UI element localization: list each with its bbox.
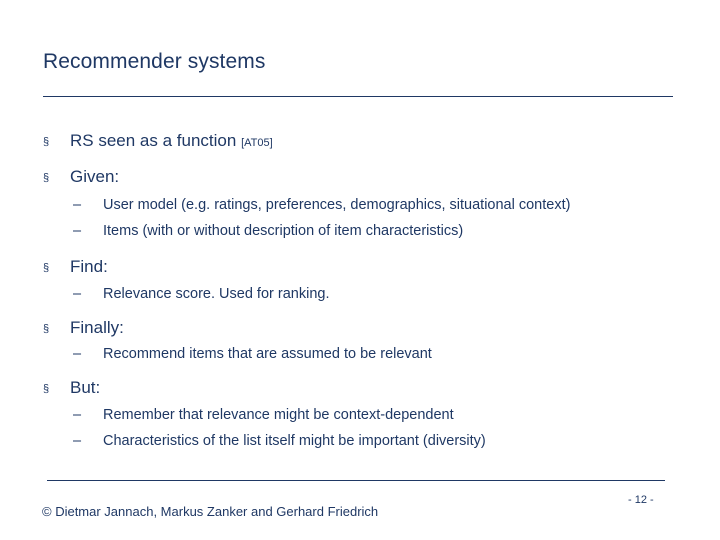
section-bullet-icon: § bbox=[43, 383, 50, 395]
dash-bullet-icon: – bbox=[73, 197, 82, 213]
dash-bullet-icon: – bbox=[73, 407, 82, 423]
section-bullet-icon: § bbox=[43, 136, 50, 148]
bullet-text: Given: bbox=[70, 167, 120, 186]
page-number: - 12 - bbox=[628, 494, 654, 506]
footer-divider bbox=[47, 480, 665, 481]
citation-ref: [AT05] bbox=[241, 137, 273, 149]
bullet-text: Finally: bbox=[70, 318, 124, 337]
slide-title: Recommender systems bbox=[43, 50, 266, 73]
title-divider bbox=[43, 96, 673, 97]
sub-bullet-text: Items (with or without description of item characteristics) bbox=[103, 223, 464, 239]
dash-bullet-icon: – bbox=[73, 286, 82, 302]
sub-bullet-text: Recommend items that are assumed to be relevant bbox=[103, 346, 432, 362]
sub-bullet-text: Remember that relevance might be context-dependent bbox=[103, 407, 454, 423]
section-bullet-icon: § bbox=[43, 262, 50, 274]
section-bullet-icon: § bbox=[43, 172, 50, 184]
bullet-text: But: bbox=[70, 378, 101, 397]
dash-bullet-icon: – bbox=[73, 433, 82, 449]
dash-bullet-icon: – bbox=[73, 223, 82, 239]
dash-bullet-icon: – bbox=[73, 346, 82, 362]
copyright-text: © Dietmar Jannach, Markus Zanker and Gerhard Friedrich bbox=[42, 504, 379, 519]
sub-bullet-text: User model (e.g. ratings, preferences, demographics, situational context) bbox=[103, 197, 571, 213]
section-bullet-icon: § bbox=[43, 323, 50, 335]
sub-bullet-text: Characteristics of the list itself might be important (diversity) bbox=[103, 433, 486, 449]
bullet-text: RS seen as a function bbox=[70, 131, 237, 150]
sub-bullet-text: Relevance score. Used for ranking. bbox=[103, 286, 330, 302]
bullet-text: Find: bbox=[70, 257, 108, 276]
